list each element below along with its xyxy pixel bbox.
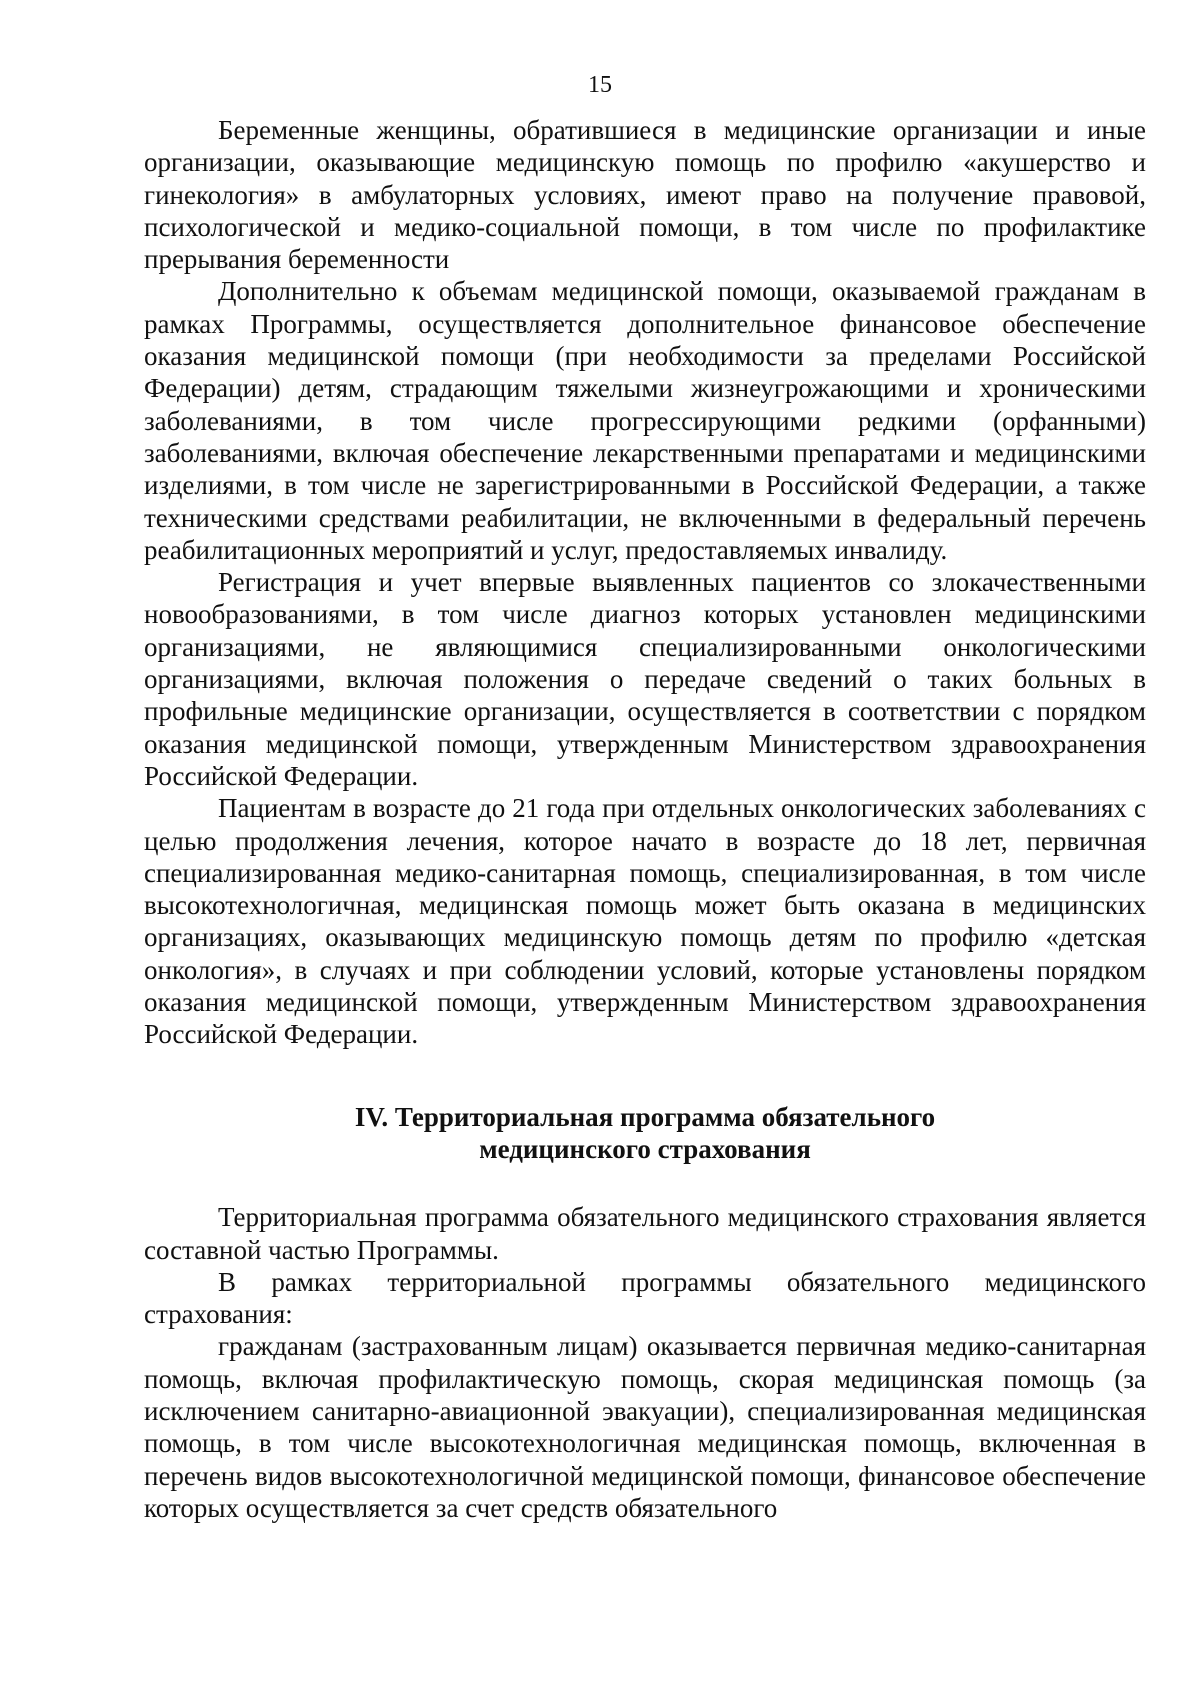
paragraph-pregnant-women: Беременные женщины, обратившиеся в медицинские организации и иные организации, оказывающие медицинскую помощь по профилю «акушерство и гинекология» в амбулаторных условиях, имеют право на получение правовой, психологической и медико-социальной помощи, в том числе по профилактике прерывания беременности [144,115,1146,275]
paragraph-oncology-registration: Регистрация и учет впервые выявленных пациентов со злокачественными новообразованиями, в том числе диагноз которых установлен медицинскими организациями, не являющимися специализированными онкологическими организациями, включая положения о передаче сведений о таких больных в профильные медицинские организации, осуществляется в соответствии с порядком оказания медицинской помощи, утвержденным Министерством здравоохранения Российской Федерации. [144,567,1146,791]
paragraph-within-program: В рамках территориальной программы обязательного медицинского страхования: [144,1266,1146,1330]
paragraph-territorial-program: Территориальная программа обязательного медицинского страхования является составной частью Программы. [144,1202,1146,1265]
paragraph-insured-citizens: гражданам (застрахованным лицам) оказывается первичная медико-санитарная помощь, включая профилактическую помощь, скорая медицинская помощь (за исключением санитарно-авиационной эвакуации), специализированная медицинская помощь, в том числе высокотехнологичная медицинская помощь, включенная в перечень видов высокотехнологичной медицинской помощи, финансовое обеспечение которых осуществляется за счет средств обязательного [144,1331,1146,1523]
section-heading [144,1101,1146,1166]
section-heading-line-1: IV. Территориальная программа обязательного [354,1101,936,1132]
page-number: 15 [588,72,612,98]
paragraph-patients-under-21: Пациентам в возрасте до 21 года при отдельных онкологических заболеваниях с целью продолжения лечения, которое начато в возрасте до 18 лет, первичная специализированная медико-санитарная помощь, специализированная, в том числе высокотехнологичная, медицинская помощь может быть оказана в медицинских организациях, оказывающих медицинскую помощь детям по профилю «детская онкология», в случаях и при соблюдении условий, которые установлены порядком оказания медицинской помощи, утвержденным Министерством здравоохранения Российской Федерации. [144,793,1146,1050]
section-heading-line-2: медицинского страхования [479,1133,811,1164]
document-body [144,114,1146,1524]
paragraph-additional-financing: Дополнительно к объемам медицинской помощи, оказываемой гражданам в рамках Программы, осуществляется дополнительное финансовое обеспечение оказания медицинской помощи (при необходимости за пределами Российской Федерации) детям, страдающим тяжелыми жизнеугрожающими и хроническими заболеваниями, в том числе прогрессирующими редкими (орфанными) заболеваниями, включая обеспечение лекарственными препаратами и медицинскими изделиями, в том числе не зарегистрированными в Российской Федерации, а также техническими средствами реабилитации, не включенными в федеральный перечень реабилитационных мероприятий и услуг, предоставляемых инвалиду. [144,276,1146,565]
